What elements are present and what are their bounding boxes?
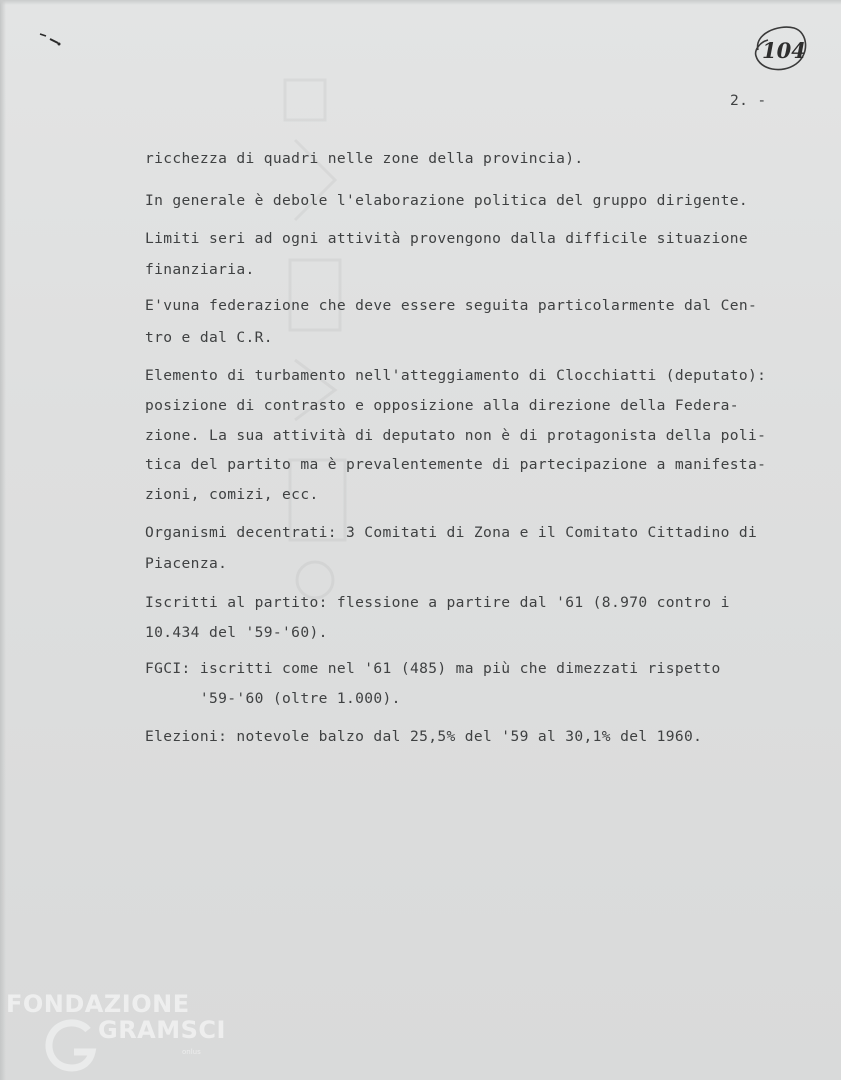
text-line: finanziaria.: [145, 261, 255, 278]
text-line: FGCI: iscritti come nel '61 (485) ma più che dimezzati rispetto: [145, 660, 721, 677]
page-number: 2. -: [730, 92, 767, 109]
text-line: Piacenza.: [145, 555, 228, 572]
text-line: ricchezza di quadri nelle zone della provincia).: [145, 150, 584, 167]
watermark-sub: onlus: [182, 1048, 201, 1056]
text-line: tro e dal C.R.: [145, 329, 273, 346]
text-line: tica del partito ma è prevalentemente di partecipazione a manifesta-: [145, 456, 767, 473]
ink-marks: [36, 30, 76, 50]
page-edge-shadow: [0, 0, 6, 1080]
text-line: Limiti seri ad ogni attività provengono dalla difficile situazione: [145, 230, 748, 247]
watermark-line2: GRAMSCI: [98, 1016, 226, 1044]
text-line: Elezioni: notevole balzo dal 25,5% del '59 al 30,1% del 1960.: [145, 728, 703, 745]
text-line: In generale è debole l'elaborazione politica del gruppo dirigente.: [145, 192, 748, 209]
text-line: 10.434 del '59-'60).: [145, 624, 328, 641]
text-line: E'vuna federazione che deve essere seguita particolarmente dal Cen-: [145, 297, 758, 314]
fondazione-gramsci-watermark: [6, 990, 226, 1080]
text-line: Iscritti al partito: flessione a partire dal '61 (8.970 contro i: [145, 594, 730, 611]
text-line: posizione di contrasto e opposizione alla direzione della Federa-: [145, 397, 739, 414]
watermark-line1: FONDAZIONE: [6, 990, 190, 1018]
text-line: '59-'60 (oltre 1.000).: [145, 690, 401, 707]
text-line: zioni, comizi, ecc.: [145, 486, 319, 503]
text-line: zione. La sua attività di deputato non è di protagonista della poli-: [145, 427, 767, 444]
handwritten-number-text: 104: [762, 38, 806, 63]
handwritten-page-number: [748, 20, 812, 76]
page-edge-shadow-top: [0, 0, 841, 5]
text-line: Elemento di turbamento nell'atteggiamento di Clocchiatti (deputato):: [145, 367, 767, 384]
watermark-g-icon: [36, 1008, 106, 1078]
text-line: Organismi decentrati: 3 Comitati di Zona e il Comitato Cittadino di: [145, 524, 758, 541]
